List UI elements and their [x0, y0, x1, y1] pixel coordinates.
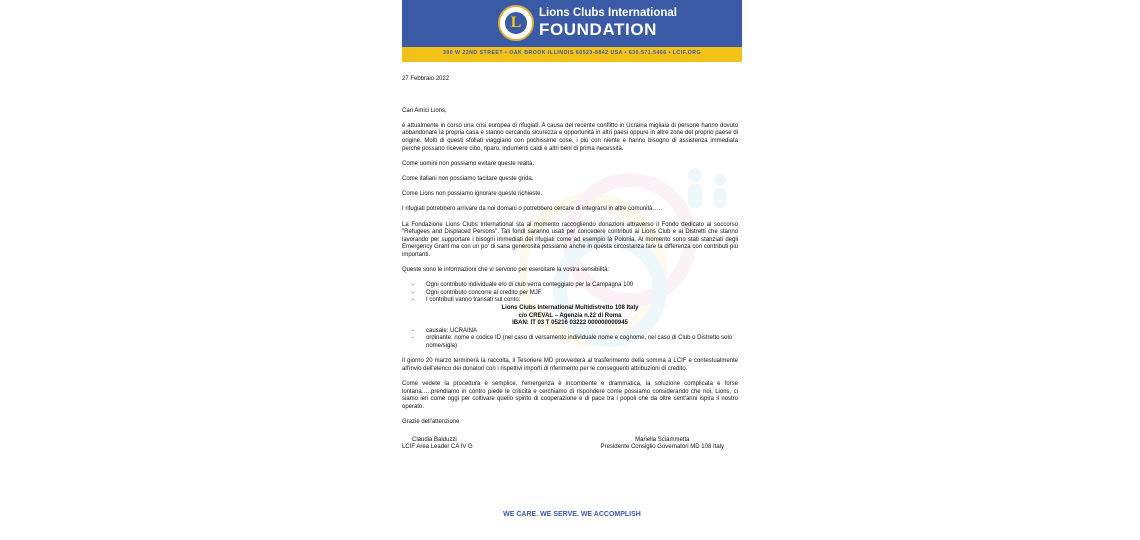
iban-code: IBAN: IT 03 T 05216 03222 000000000945 — [512, 320, 628, 327]
letterhead — [402, 0, 742, 62]
signature-right — [601, 437, 724, 452]
letterhead-banner — [402, 0, 742, 47]
statement-refugees: I rifugiati potrebbero arrivare da noi domani o potrebbero cercare di integrarsi in altre comunità….. — [402, 206, 662, 213]
bank-branch: c/o CREVAL – Agenzia n.22 di Roma — [518, 312, 622, 319]
paragraph-foundation: La Fondazione Lions Clubs International sta al momento raccogliendo donazioni attraverso il Fondo dedicato al soccorso "Refugees and Displaced Persons". Tali fondi saranno usati per concedere contributi ai Lions Club e ai Distretti che stanno lavorando per supportare i bisogni immediati dei rifugiati come ad esempio la Polonia. Al momento sono stati stanziati degli Emergency Grant ma con un po' di sana generosità possiamo anche in questa circostanza fare la differenza con contributi più importanti. — [402, 221, 738, 258]
signer-title: LCIF Area Leader CA IV G — [402, 444, 473, 451]
address-text: 300 W 22ND STREET • OAK BROOK ILLINOIS 60523-8842 USA • 630.571.5466 • LCIF.ORG — [442, 50, 702, 56]
list-item: - causale: UCRAINA — [402, 328, 738, 336]
greeting: Cari Amici Lions, — [402, 107, 447, 114]
paragraph-closing: Come vedete la procedura è semplice, l'emergenza è incombente e drammatica, la soluzione complicata e forse lontana…..prendiamo in contro piede le criticità e cerchiamo di rispondere come possiamo considerando che noi, Lions, ci siamo ieri come oggi per coltivare quello spirito di cooperazione e di pace tra i popoli che da oltre cent'anni ispira il nostro operato. — [402, 380, 738, 410]
list-item: - I contributi vanno transati sul conto: — [402, 297, 738, 305]
statement-men: Come uomini non possiamo evitare queste realtà. — [402, 160, 535, 167]
bank-account-block — [402, 305, 738, 328]
org-subtitle: FOUNDATION — [539, 20, 658, 39]
lions-logo-letter: L — [505, 12, 527, 34]
footer-tagline: WE CARE. WE SERVE. WE ACCOMPLISH — [503, 511, 641, 518]
signer-name: Claudia Balduzzi — [412, 436, 457, 443]
paragraph-deadline: Il giorno 20 marzo terminerà la raccolta, il Tesoriere MD provvederà al trasferimento della somma a LCIF e contestualmente all'invio dell'elenco dei donatori con i rispettivi importi di riferimento per le conseguenti attribuzioni di credito. — [402, 358, 738, 372]
signer-name: Mariella Sciammetta — [635, 436, 690, 443]
list-item: - Ogni contributo concorre al credito per MJF — [402, 290, 738, 298]
letter-body — [402, 76, 738, 452]
payment-details-list — [402, 328, 738, 351]
signature-left — [402, 437, 473, 452]
lions-logo-icon — [498, 5, 534, 41]
address-bar — [402, 47, 742, 62]
list-item: - Ogni contributo individuale e/o di club verrà conteggiato per la Campagna 100 — [402, 282, 738, 290]
statement-italians: Come italiani non possiamo tacitare queste grida. — [402, 175, 534, 182]
letter-date: 27 Febbraio 2022 — [402, 76, 450, 82]
thanks-line: Grazie dell'attenzione — [402, 418, 460, 425]
org-name: Lions Clubs International — [539, 7, 678, 19]
account-holder: Lions Clubs International Multidistretto 108 Italy — [501, 305, 639, 312]
paragraph-info-intro: Queste sono le informazioni che vi servono per esercitare la vostra sensibilità: — [402, 267, 610, 274]
paragraph-crisis: è attualmente in corso una crisi europea di rifugiati. A causa del recente conflitto in Ucraina migliaia di persone hanno dovuto abbandonare la propria casa e stanno cercando sicurezza e opportunità in altri paesi oppure in altre zone del proprio paese di origine. Molti di questi sfollati viaggiano con pochissime cose, i più con niente e hanno bisogno di assistenza immediata perché possano ricevere cibo, riparo, indumenti caldi e altri beni di prima necessità. — [402, 122, 738, 152]
signatures — [402, 437, 738, 452]
signer-title: Presidente Consiglio Governatori MD 108 Italy — [600, 444, 724, 451]
info-list — [402, 282, 738, 305]
list-item: - ordinante: nome e codice ID (nel caso di versamento individuale nome e cognome, nel caso di Club o Distretto solo nome/sigla) — [402, 335, 738, 350]
statement-lions: Come Lions non possiamo ignorare queste richieste. — [402, 191, 543, 198]
